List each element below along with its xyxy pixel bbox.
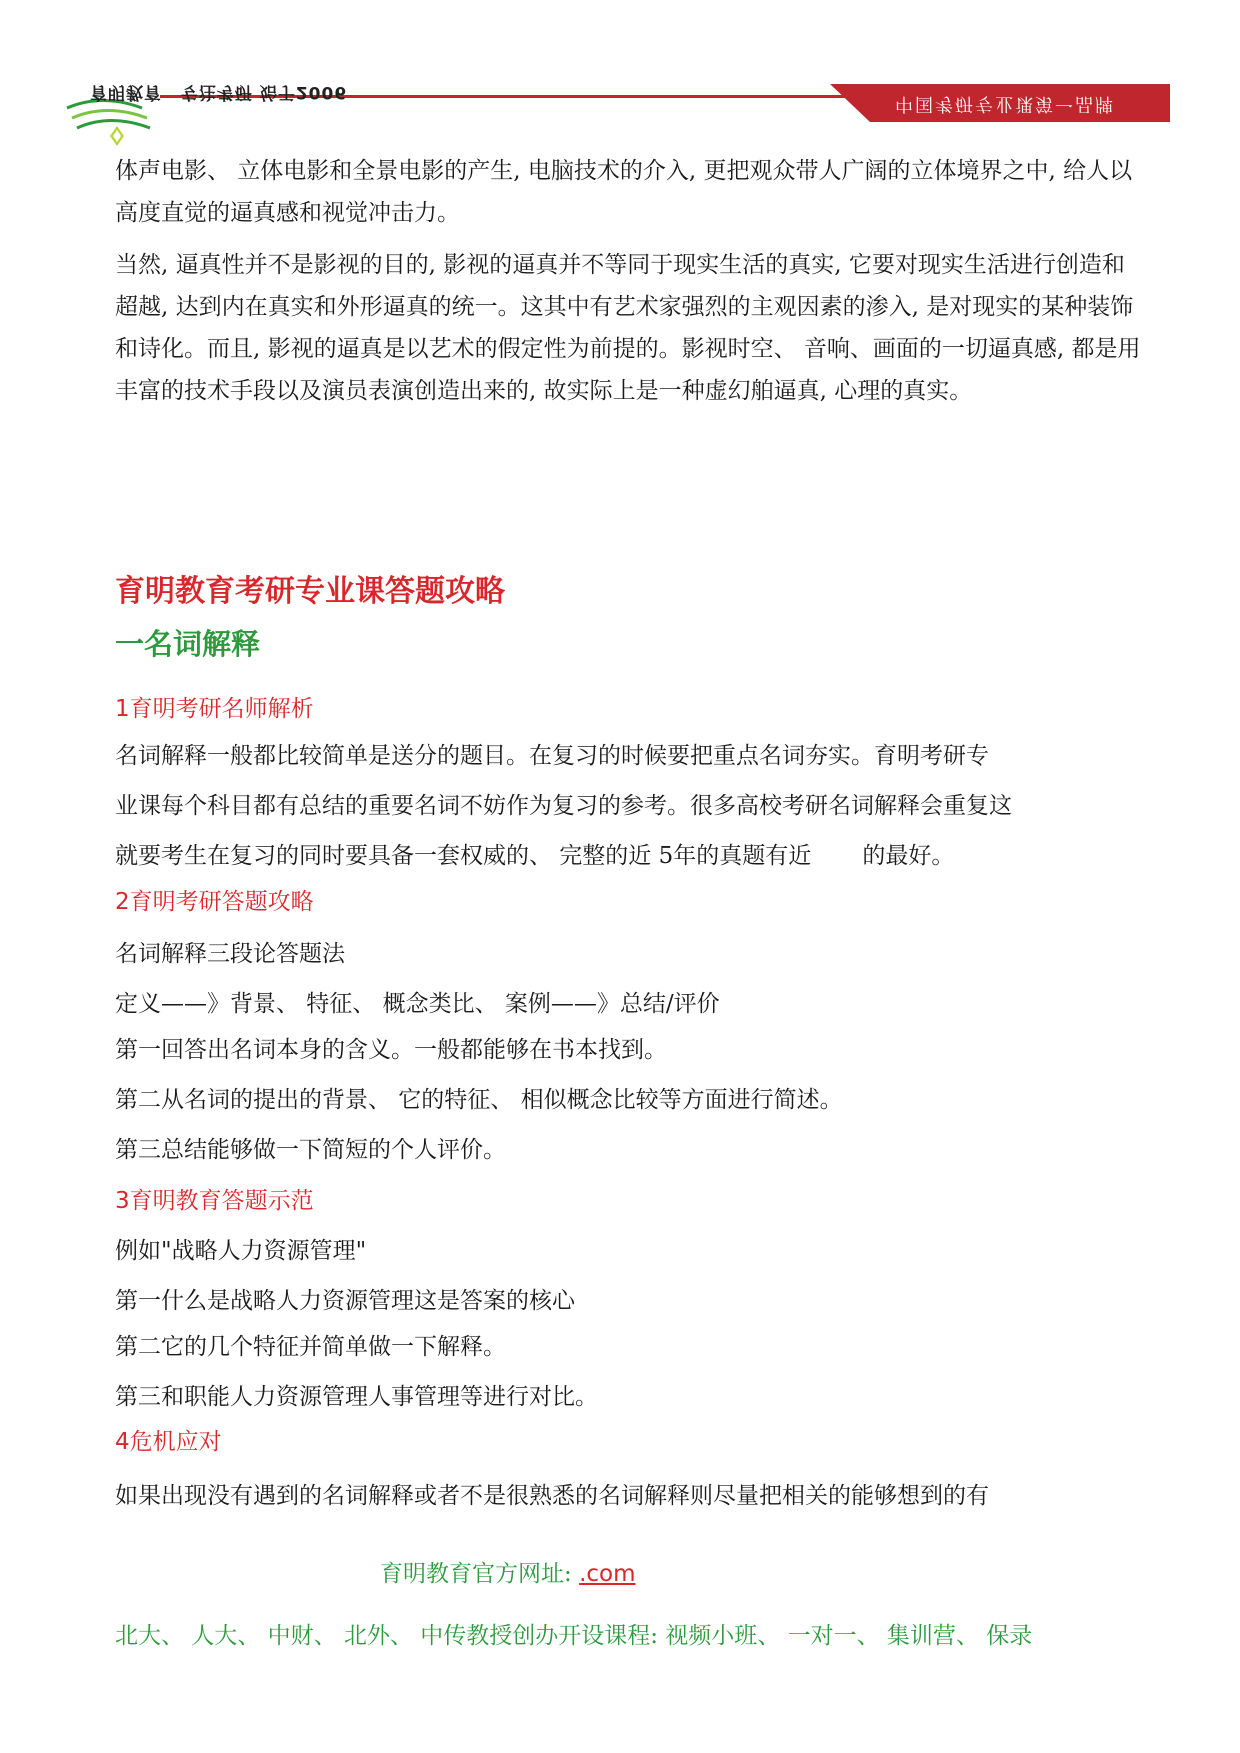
part3-line-1: 例如"战略人力资源管理" [115, 1238, 367, 1264]
part2-line-5: 第三总结能够做一下简短的个人评价。 [115, 1137, 506, 1163]
intro-paragraph-2: 当然, 逼真性并不是影视的目的, 影视的逼真并不等同于现实生活的真实, 它要对现实生活进行创造和超越, 达到内在真实和外形逼真的统一。这其中有艺术家强烈的主观因素的渗入, 是对现实的某种装饰和诗化。而且, 影视的逼真是以艺术的假定性为前提的。影视时空、 音响、画面的一切逼真感, 都是用丰富的技术手段以及演员表演创造出来的, 故实际上是一种虚幻舶逼真, 心理的真实。 [115, 252, 1141, 404]
intro-text [115, 150, 1145, 412]
part4-line-1: 如果出现没有遇到的名词解释或者不是很熟悉的名词解释则尽量把相关的能够想到的有 [115, 1483, 989, 1509]
intro-paragraph-1: 体声电影、 立体电影和全景电影的产生, 电脑技术的介入, 更把观众带人广阔的立体境界之中, 给人以高度直觉的逼真感和视觉冲击力。 [115, 158, 1133, 226]
part3-line-4: 第三和职能人力资源管理人事管理等进行对比。 [115, 1384, 598, 1410]
header-slogan: 中国考研专业课第一品牌 [895, 93, 1115, 114]
part2-line-3: 第一回答出名词本身的含义。一般都能够在书本找到。 [115, 1037, 667, 1063]
section-title: 育明教育考研专业课答题攻略 [115, 574, 505, 609]
part2-line-1: 名词解释三段论答题法 [115, 941, 345, 967]
logo-text: 育明教育 [90, 82, 162, 102]
footer-site-label: 育明教育官方网址: [380, 1561, 580, 1587]
part1-line-1: 名词解释一般都比较简单是送分的题目。在复习的时候要把重点名词夯实。育明考研专 [115, 743, 989, 769]
header-motto: 专注考研 始于2006 [180, 82, 348, 102]
section-subtitle: 一名词解释 [115, 627, 261, 661]
footer-site [380, 1555, 636, 1588]
footer-site-link[interactable]: .com [579, 1561, 636, 1587]
part1-heading: 1育明考研名师解析 [115, 696, 314, 722]
part1-line-2: 业课每个科目都有总结的重要名词不妨作为复习的参考。很多高校考研名词解释会重复这 [115, 793, 1012, 819]
page-header [0, 0, 1240, 160]
part3-line-3: 第二它的几个特征并简单做一下解释。 [115, 1334, 506, 1360]
part2-line-2: 定义——》背景、 特征、 概念类比、 案例——》总结/评价 [115, 991, 720, 1017]
part3-heading: 3育明教育答题示范 [115, 1188, 314, 1214]
header-tagline [90, 82, 347, 107]
part2-line-4: 第二从名词的提出的背景、 它的特征、 相似概念比较等方面进行简述。 [115, 1087, 843, 1113]
part3-line-2: 第一什么是战略人力资源管理这是答案的核心 [115, 1288, 575, 1314]
part2-heading: 2育明考研答题攻略 [115, 889, 314, 915]
part4-heading: 4危机应对 [115, 1429, 222, 1455]
part1-line-3: 就要考生在复习的同时要具备一套权威的、 完整的近 5年的真题有近 的最好。 [115, 843, 955, 869]
footer-courses: 北大、 人大、 中财、 北外、 中传教授创办开设课程: 视频小班、 一对一、 集训营、 保录 [115, 1623, 1033, 1649]
